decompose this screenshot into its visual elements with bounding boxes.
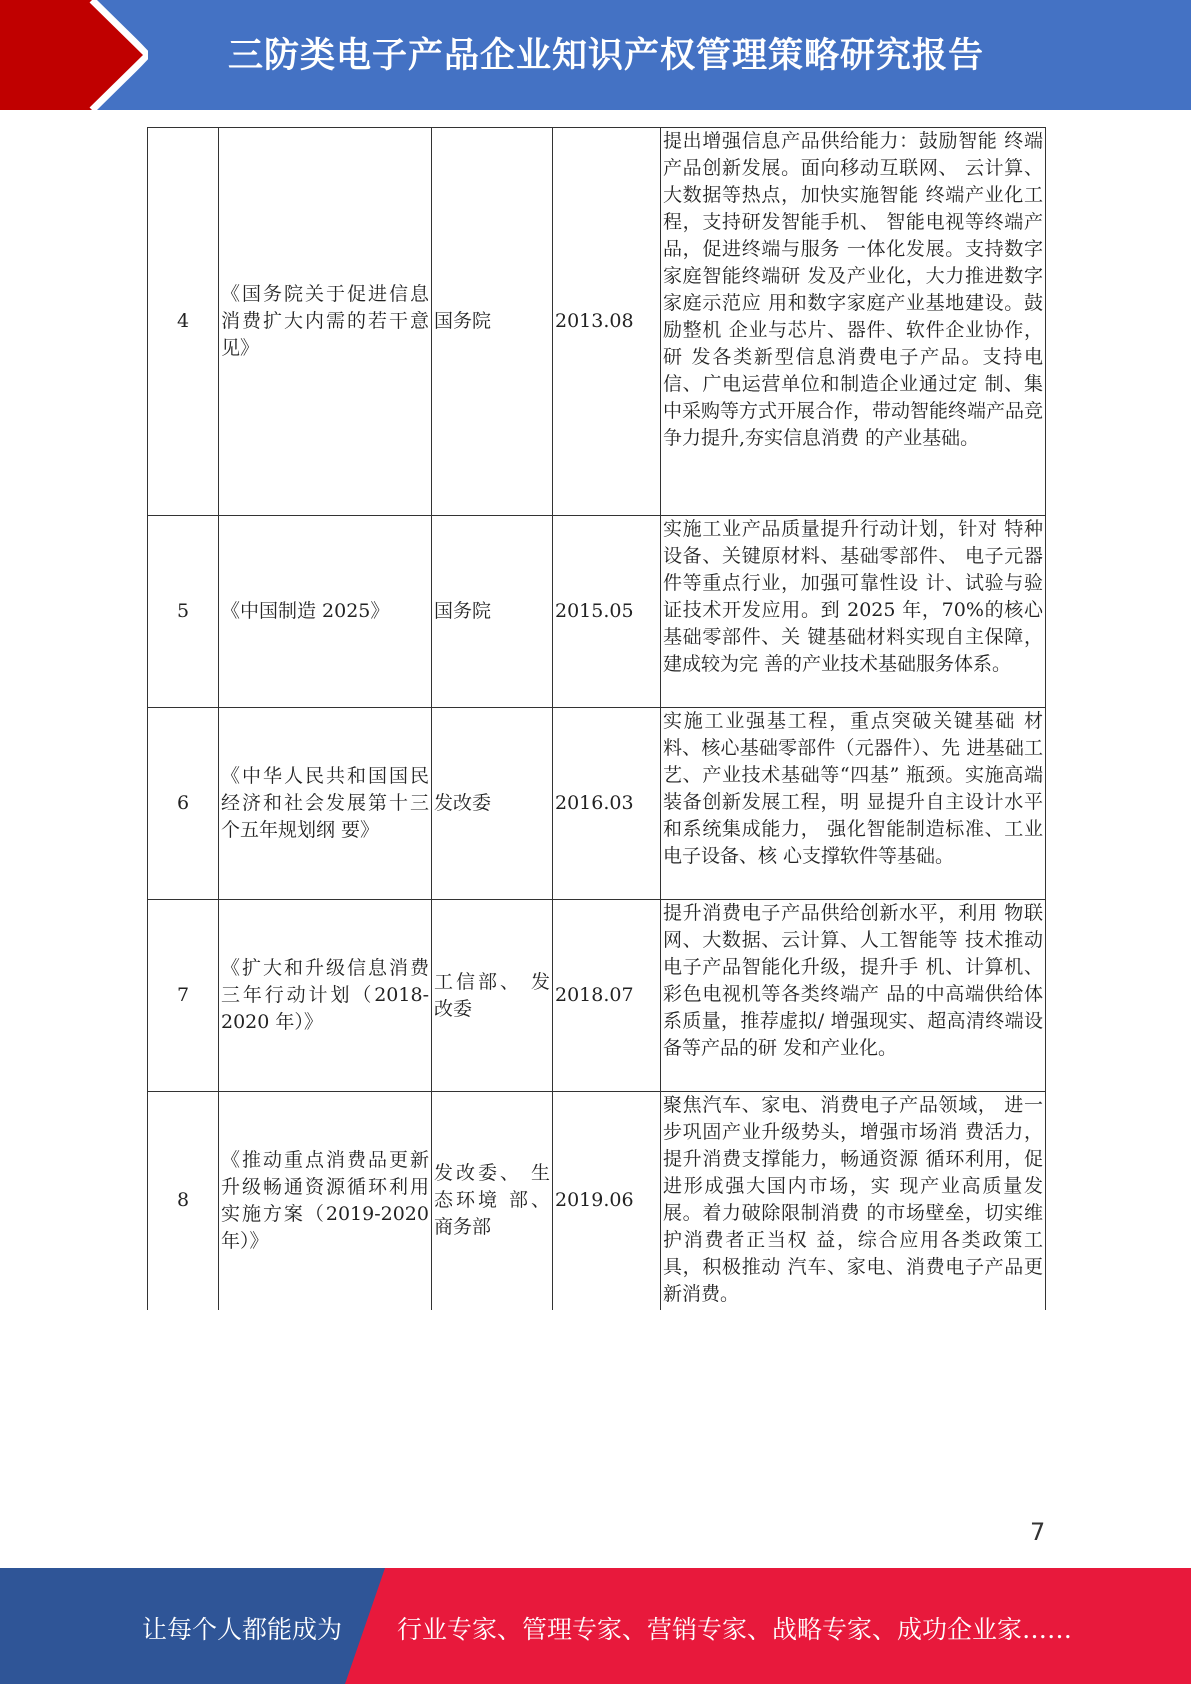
issue-date: 2018.07: [553, 900, 661, 1092]
issuing-department: 国务院: [432, 128, 553, 516]
header-arrow-decoration: [0, 0, 148, 110]
policy-name: 《推动重点消费品更新升级畅通资源循环利用实施方案（2019-2020 年）》: [219, 1092, 432, 1310]
policy-description: 实施工业产品质量提升行动计划，针对 特种设备、关键原材料、基础零部件、 电子元器件等重点行业，加强可靠性设 计、试验与验证技术开发应用。到 2025 年，70%的核心基础零部件、关 键基础材料实现自主保障，建成较为完 善的产业技术基础服务体系。: [661, 516, 1046, 708]
table-row: [148, 128, 1046, 516]
table-row: [148, 1092, 1046, 1310]
table-row: [148, 900, 1046, 1092]
issuing-department: 发改委、 生态环境 部、商务部: [432, 1092, 553, 1310]
issuing-department: 工信部、 发改委: [432, 900, 553, 1092]
page-number: 7: [1030, 1518, 1046, 1546]
row-number: 5: [148, 516, 219, 708]
issuing-department: 发改委: [432, 708, 553, 900]
footer-slogan-left: 让每个人都能成为: [142, 1615, 343, 1644]
policy-table: [147, 127, 1046, 1310]
issue-date: 2019.06: [553, 1092, 661, 1310]
issuing-department: 国务院: [432, 516, 553, 708]
page-footer: [0, 1568, 1191, 1684]
policy-name: 《中华人民共和国国民经济和社会发展第十三个五年规划纲 要》: [219, 708, 432, 900]
row-number: 6: [148, 708, 219, 900]
row-number: 4: [148, 128, 219, 516]
footer-slogan-right: 行业专家、管理专家、营销专家、战略专家、成功企业家……: [397, 1615, 1073, 1644]
policy-name: 《国务院关于促进信息消费扩大内需的若干意见》: [219, 128, 432, 516]
row-number: 8: [148, 1092, 219, 1310]
issue-date: 2015.05: [553, 516, 661, 708]
table-row: [148, 708, 1046, 900]
policy-description: 提出增强信息产品供给能力：鼓励智能 终端产品创新发展。面向移动互联网、 云计算、大数据等热点，加快实施智能 终端产业化工程，支持研发智能手机、 智能电视等终端产品，促进终端与服务 一体化发展。支持数字家庭智能终端研 发及产业化，大力推进数字家庭示范应 用和数字家庭产业基地建设。鼓励整机 企业与芯片、器件、软件企业协作，研 发各类新型信息消费电子产品。支持电 信、广电运营单位和制造企业通过定 制、集中采购等方式开展合作，带动智能终端产品竞争力提升,夯实信息消费 的产业基础。: [661, 128, 1046, 516]
issue-date: 2016.03: [553, 708, 661, 900]
policy-description: 提升消费电子产品供给创新水平，利用 物联网、大数据、云计算、人工智能等 技术推动电子产品智能化升级，提升手 机、计算机、彩色电视机等各类终端产 品的中高端供给体系质量，推荐虚拟/ 增强现实、超高清终端设备等产品的研 发和产业化。: [661, 900, 1046, 1092]
report-title: 三防类电子产品企业知识产权管理策略研究报告: [228, 36, 985, 76]
policy-name: 《扩大和升级信息消费三年行动计划（2018-2020 年）》: [219, 900, 432, 1092]
table-row: [148, 516, 1046, 708]
policy-description: 聚焦汽车、家电、消费电子产品领域， 进一步巩固产业升级势头，增强市场消 费活力，提升消费支撑能力，畅通资源 循环利用，促进形成强大国内市场，实 现产业高质量发展。着力破除限制消费 的市场壁垒，切实维护消费者正当权 益，综合应用各类政策工具，积极推动 汽车、家电、消费电子产品更新消费。: [661, 1092, 1046, 1310]
policy-description: 实施工业强基工程，重点突破关键基础 材料、核心基础零部件（元器件）、先 进基础工艺、产业技术基础等“四基” 瓶颈。实施高端装备创新发展工程，明 显提升自主设计水平和系统集成能力， 强化智能制造标准、工业电子设备、核 心支撑软件等基础。: [661, 708, 1046, 900]
row-number: 7: [148, 900, 219, 1092]
page-header: [0, 0, 1191, 110]
policy-name: 《中国制造 2025》: [219, 516, 432, 708]
issue-date: 2013.08: [553, 128, 661, 516]
